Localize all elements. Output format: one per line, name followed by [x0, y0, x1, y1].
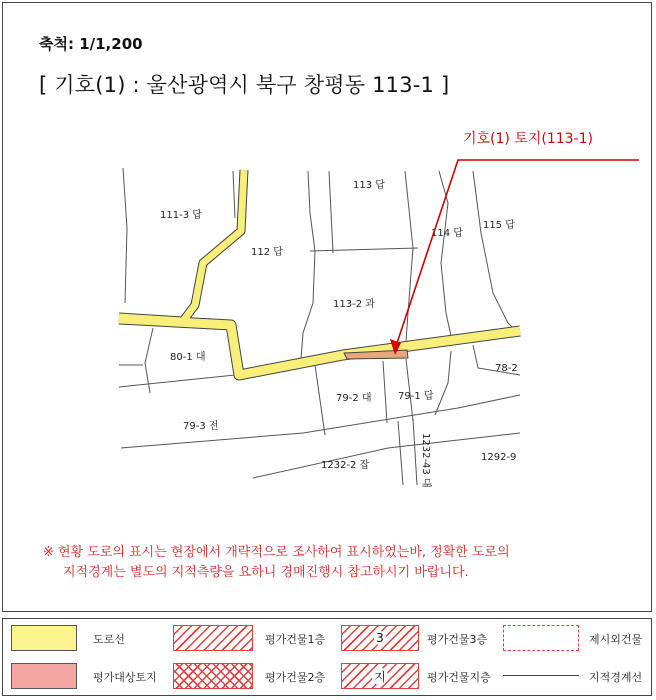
boundary-line [253, 433, 520, 478]
boundary-line [383, 361, 387, 423]
legend-label: 제시외건물 [589, 633, 643, 646]
legend [2, 618, 652, 696]
legend-label: 지적경계선 [589, 671, 643, 684]
parcel-label: 1232-43 대 [420, 433, 431, 488]
pink-fill-icon [11, 663, 77, 689]
boundary-line [329, 171, 333, 253]
boundary-line [123, 168, 127, 303]
parcel-label: 1292-9 [481, 452, 517, 463]
hatch-circle-3-icon [341, 625, 419, 651]
cross-hatch-icon [173, 663, 253, 689]
boundary-line [398, 421, 403, 485]
road-fill [119, 170, 244, 321]
legend-mark: 지 [374, 669, 386, 684]
parcel-label: 80-1 대 [170, 352, 206, 363]
boundary-line [413, 419, 417, 485]
parcel-label: 114 답 [431, 228, 463, 239]
road [119, 170, 520, 375]
scale-label: 축척: 1/1,200 [39, 35, 143, 53]
callout-label: 기호(1) 토지(113-1) [463, 131, 593, 147]
legend-label: 도로선 [93, 633, 125, 646]
map-frame [2, 2, 652, 612]
parcel-label: 111-3 답 [160, 210, 202, 221]
legend-label: 평가건물지층 [427, 671, 491, 684]
boundary-line [119, 375, 235, 387]
dashed-box-icon [503, 625, 579, 651]
cadastral-map [3, 3, 653, 613]
legend-label: 평가대상토지 [93, 671, 157, 684]
boundary-line [435, 351, 451, 415]
notice-line: ※ 현황 도로의 표시는 현장에서 개략적으로 조사하여 표시하였는바, 정확한 도로의 [43, 545, 510, 560]
parcel-label: 79-2 대 [336, 393, 372, 404]
page-title: [ 기호(1) : 울산광역시 북구 창평동 113-1 ] [39, 73, 450, 97]
parcel-label: 79-1 답 [398, 391, 434, 402]
notice-line: 지적경계는 별도의 지적측량을 요하니 경매진행시 참고하시기 바랍니다. [63, 565, 469, 580]
legend-label: 평가건물1층 [265, 633, 326, 646]
parcel-label: 79-3 전 [183, 421, 219, 432]
hatch-circle-ji-icon [341, 663, 419, 689]
parcel-label: 78-2 [495, 363, 518, 374]
road-line [119, 319, 520, 375]
boundary-line [315, 365, 325, 435]
notice [43, 543, 623, 583]
callout-leader [395, 160, 639, 349]
parcel-label: 113-2 과 [333, 299, 375, 310]
callout [390, 130, 639, 355]
line-icon [503, 675, 579, 676]
boundary-line [233, 171, 235, 218]
parcel-label: 1232-2 잡 [321, 460, 370, 471]
boundary-line [301, 171, 315, 359]
boundary-line [405, 171, 413, 356]
hatch-icon [173, 625, 253, 651]
yellow-fill-icon [11, 625, 77, 651]
boundary-line [406, 359, 413, 421]
legend-label: 평가건물3층 [427, 633, 488, 646]
parcel-label: 113 답 [353, 180, 385, 191]
legend-mark: 3 [376, 631, 384, 645]
boundary-line [310, 248, 418, 251]
boundary-line [473, 171, 518, 333]
parcel-label: 115 답 [483, 220, 515, 231]
parcel-label: 112 답 [251, 247, 283, 258]
legend-label: 평가건물2층 [265, 671, 326, 684]
